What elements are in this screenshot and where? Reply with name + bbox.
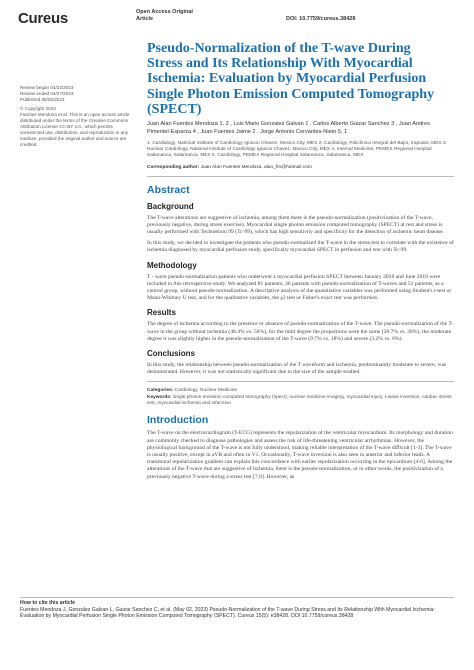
abstract-heading: Abstract [147, 183, 190, 196]
background-paragraph-2: In this study, we decided to investigate the patients who pseudo-normalized the T-wave in the stress test to correlate with the existence of ischemia diagnosed by myocardial perfusion study, specifically myocardial SPECT in perfusion and rest with Tc-99. [147, 240, 454, 254]
article-title: Pseudo-Normalization of the T-wave During Stress and Its Relationship With Myocardial Ischemia: Evaluation by Myocardial Perfusion Single Photon Emission Computed Tomography (SPECT) [147, 41, 435, 117]
corresponding-author [147, 165, 454, 171]
categories-text[interactable]: Cardiology, Nuclear Medicine [174, 388, 238, 394]
citation-text: Fuentes Mendoza J, Gonzalez Galvan L, Guizar Sanchez C, et al. (May 02, 2023) Pseudo-Normalization of the T-wave During Stress and Its Relationship With Myocardial Ischemia: Evaluation by Myocardial Perfusion Single Photon Emission Computed Tomography (SPECT). Cureus 15(5): e38428. DOI 10.7759/cureus.38428 [20, 606, 435, 619]
journal-logo: Cureus [18, 10, 68, 27]
results-heading: Results [147, 308, 176, 318]
footer-divider [20, 597, 454, 598]
results-paragraph: The degree of ischemia according to the presence or absence of pseudo-normalization of the T-wave. The pseudo-normalization of the T-wave in the group without ischemia (48.4% vs. 56%), for the mild degree the proportions were the same (38.7% vs. 38%), the moderate degree it was slightly higher in the pseudo-normalization of the T-wave (9.7% vs. 18%) and severe (3.2% vs. 6%). [147, 321, 454, 342]
introduction-paragraph: The T-wave on the electrocardiogram (T-ECG) represents the repolarization of the ventricular myocardium. Its morphology and duration are commonly checked to diagnose pathologies and assess the risk of life-threatening ventricular arrhythmias. However, the physiological background of the T-wave is not fully understood, making reliable interpretation of the T-wave difficult [1-3]. The T-wave is usually positive, except in aVR and often in V1. Occasionally, T-wave inversion is also seen in anterior and inferior leads. A transmural repolarization gradient can explain this concordance with earlier repolarization occurring in the epicardium [4-6]. Among the alterations of the T-wave that are suggestive of ischemia, there is the pseudo-normalization, or in other words, the positivization of a previously negative T-wave during a stress test [7,8]. However, as [147, 430, 453, 480]
doi-link[interactable]: DOI: 10.7759/cureus.38428 [286, 16, 356, 22]
corresponding-label: Corresponding author: [147, 164, 200, 170]
divider [147, 381, 454, 382]
conclusions-heading: Conclusions [147, 349, 196, 359]
corresponding-text[interactable]: Juan Alan Fuentes Mendoza, alan_fm@hotmail.com [200, 164, 312, 170]
sidebar [20, 85, 130, 148]
article-type [136, 9, 193, 23]
categories [147, 388, 454, 394]
introduction-heading: Introduction [147, 414, 209, 427]
review-dates [20, 85, 130, 103]
copyright: © Copyright 2023 [20, 106, 56, 111]
keywords-label: Keywords: [147, 395, 172, 401]
author-list: Juan Alan Fuentes Mendoza 1, 2 , Luis Mario Gonzalez Galvan 1 , Carlos Alberto Guizar Sanchez 3 , Juan Andres Pimentel-Esparza 4 , Juan Fuentes Jaime 2 , Jorge Antonio Cervantes-Nieto 5, 1 [147, 121, 430, 135]
how-to-cite-label: How to cite this article [20, 600, 76, 606]
background-paragraph-1: The T-wave alterations are suggestive of ischemia, among them there is the pseudo-normalization (positivization of the T-wave, previously negative, during stress exercise). Myocardial single photon emission computed tomography (SPECT) at rest and stress is usually performed with Technetium 99 (Tc-99), which has high sensitivity and specificity for the detection of ischemic heart disease. [147, 214, 445, 236]
conclusions-paragraph: In this study, the relationship between pseudo-normalization of the T waveform and ischemia, predominantly moderate to severe, was demonstrated. However, it was not statistically significant due to the size of the sample studied. [147, 362, 447, 376]
access-label: Open Access Original [136, 9, 193, 15]
review-ended: Review ended 04/27/2023 [20, 91, 74, 96]
type-label: Article [136, 16, 154, 22]
affiliations: 1. Cardiology, National Institute of Cardiology Ignacio Chavez, Mexico City, MEX 2. Cardiology, Policlínica Integral del Bajío, Irapuato, MEX 3. Nuclear Cardiology, National Institute of Cardiology Ignacio Chavez, Mexico City, MEX 4. Internal Medicine, PEMEX Regional Hospital Salamanca, Salamanca, MEX 5. Cardiology, PEMEX Regional Hospital Salamanca, Salamanca, MEX [147, 141, 447, 159]
keywords [147, 395, 454, 407]
keywords-text: single photon emission computed tomography (spect), nuclear medicine imaging, myocardial injury, t-wave inversion, cardiac stress test, myocardial ischemia and infarction [147, 395, 452, 407]
categories-label: Categories: [147, 388, 174, 394]
published-date: Published 05/02/2023 [20, 97, 65, 102]
main-content [147, 120, 454, 481]
background-heading: Background [147, 201, 194, 211]
divider [147, 176, 454, 177]
title-block [147, 41, 447, 117]
citation-footer [20, 600, 460, 620]
methodology-paragraph: T - wave pseudo-normalization patients who underwent a myocardial perfusion SPECT between January 2018 and June 2019 were included in this retrospective study. We analyzed 81 patients; 30 patients with pseudo-normalization of T-waves and 51 patients, as a control group, without pseudo-normalization. A descriptive analysis of the quantitative variables was performed using Student's t-test or Mann-Whitney U test, and for the qualitative variables, the χ2 test or Fisher's exact test was performed. [147, 273, 452, 302]
license-text: Fuentes Mendoza et al. This is an open access article distributed under the terms of the Creative Commons Attribution License CC-BY 4.0., which permits unrestricted use, distribution, and reproduction in any medium, provided the original author and source are credited. [20, 112, 130, 147]
methodology-heading: Methodology [147, 260, 197, 270]
review-began: Review began 04/22/2023 [20, 85, 74, 90]
